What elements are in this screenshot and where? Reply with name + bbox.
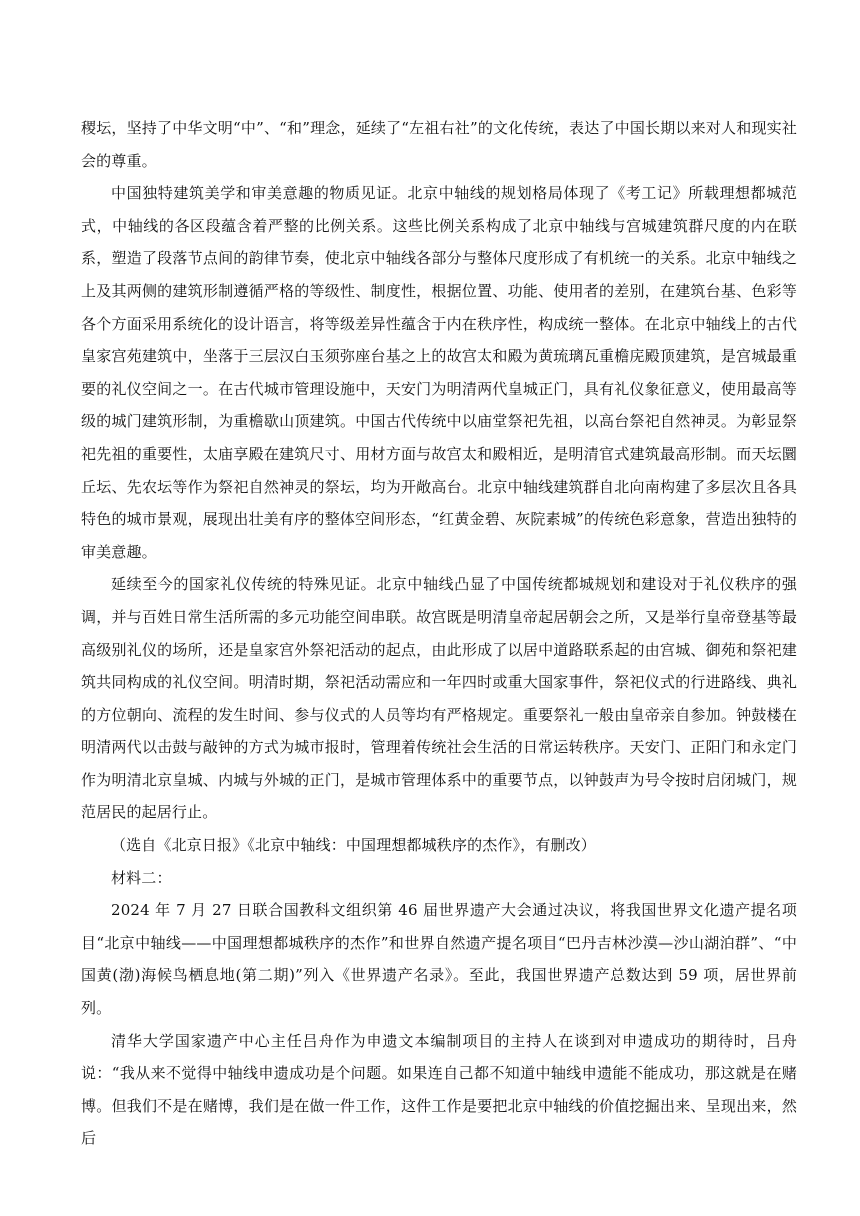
paragraph-ritual-tradition: 延续至今的国家礼仪传统的特殊见证。北京中轴线凸显了中国传统都城规划和建设对于礼仪秩序的强调，并与百姓日常生活所需的多元功能空间串联。故宫既是明清皇帝起居朝会之所，又是举行皇帝登基等最高级别礼仪的场所，还是皇家宫外祭祀活动的起点，由此形成了以居中道路联系起的由宫城、御苑和祭祀建筑共同构成的礼仪空间。明清时期，祭祀活动需应和一年四时或重大国家事件，祭祀仪式的行进路线、典礼的方位朝向、流程的发生时间、参与仪式的人员等均有严格规定。重要祭礼一般由皇帝亲自参加。钟鼓楼在明清两代以击鼓与敲钟的方式为城市报时，管理着传统社会生活的日常运转秩序。天安门、正阳门和永定门作为明清北京皇城、内城与外城的正门，是城市管理体系中的重要节点，以钟鼓声为号令按时启闭城门，规范居民的起居行止。 <box>81 575 797 822</box>
document-body <box>81 112 797 1155</box>
paragraph-continuation: 稷坛，坚持了中华文明“中”、“和”理念，延续了“左祖右社”的文化传统，表达了中国长期以来对人和现实社会的尊重。 <box>81 119 797 170</box>
paragraph-architecture-aesthetics: 中国独特建筑美学和审美意趣的物质见证。北京中轴线的规划格局体现了《考工记》所载理想都城范式，中轴线的各区段蕴含着严整的比例关系。这些比例关系构成了北京中轴线与宫城建筑群尺度的内在联系，塑造了段落节点间的韵律节奏，使北京中轴线各部分与整体尺度形成了有机统一的关系。北京中轴线之上及其两侧的建筑形制遵循严格的等级性、制度性，根据位置、功能、使用者的差别，在建筑台基、色彩等各个方面采用系统化的设计语言，将等级差异性蕴含于内在秩序性，构成统一整体。在北京中轴线上的古代皇家宫苑建筑中，坐落于三层汉白玉须弥座台基之上的故宫太和殿为黄琉璃瓦重檐庑殿顶建筑，是宫城最重要的礼仪空间之一。在古代城市管理设施中，天安门为明清两代皇城正门，具有礼仪象征意义，使用最高等级的城门建筑形制，为重檐歇山顶建筑。中国古代传统中以庙堂祭祀先祖，以高台祭祀自然神灵。为彰显祭祀先祖的重要性，太庙享殿在建筑尺寸、用材方面与故宫太和殿相近，是明清官式建筑最高形制。而天坛圜丘坛、先农坛等作为祭祀自然神灵的祭坛，均为开敞高台。北京中轴线建筑群自北向南构建了多层次且各具特色的城市景观，展现出壮美有序的整体空间形态，“红黄金碧、灰院素城”的传统色彩意象，营造出独特的审美意趣。 <box>81 184 797 561</box>
material-two-label: 材料二： <box>111 868 172 887</box>
paragraph-lv-zhou-quote: 清华大学国家遗产中心主任吕舟作为申遗文本编制项目的主持人在谈到对申遗成功的期待时，吕舟说：“我从来不觉得中轴线申遗成功是个问题。如果连自己都不知道中轴线申遗能不能成功，那这就是在赌博。但我们不是在赌博，我们是在做一件工作，这件工作是要把北京中轴线的价值挖掘出来、呈现出来，然后 <box>81 1031 797 1148</box>
paragraph-world-heritage-listing: 2024 年 7 月 27 日联合国教科文组织第 46 届世界遗产大会通过决议，将我国世界文化遗产提名项目“北京中轴线——中国理想都城秩序的杰作”和世界自然遗产提名项目“巴丹吉林沙漠—沙山湖泊群”、“中国黄(渤)海候鸟栖息地(第二期)”列入《世界遗产名录》。至此，我国世界遗产总数达到 59 项，居世界前列。 <box>81 901 797 1018</box>
source-citation: （选自《北京日报》《北京中轴线：中国理想都城秩序的杰作》，有删改） <box>111 836 596 855</box>
